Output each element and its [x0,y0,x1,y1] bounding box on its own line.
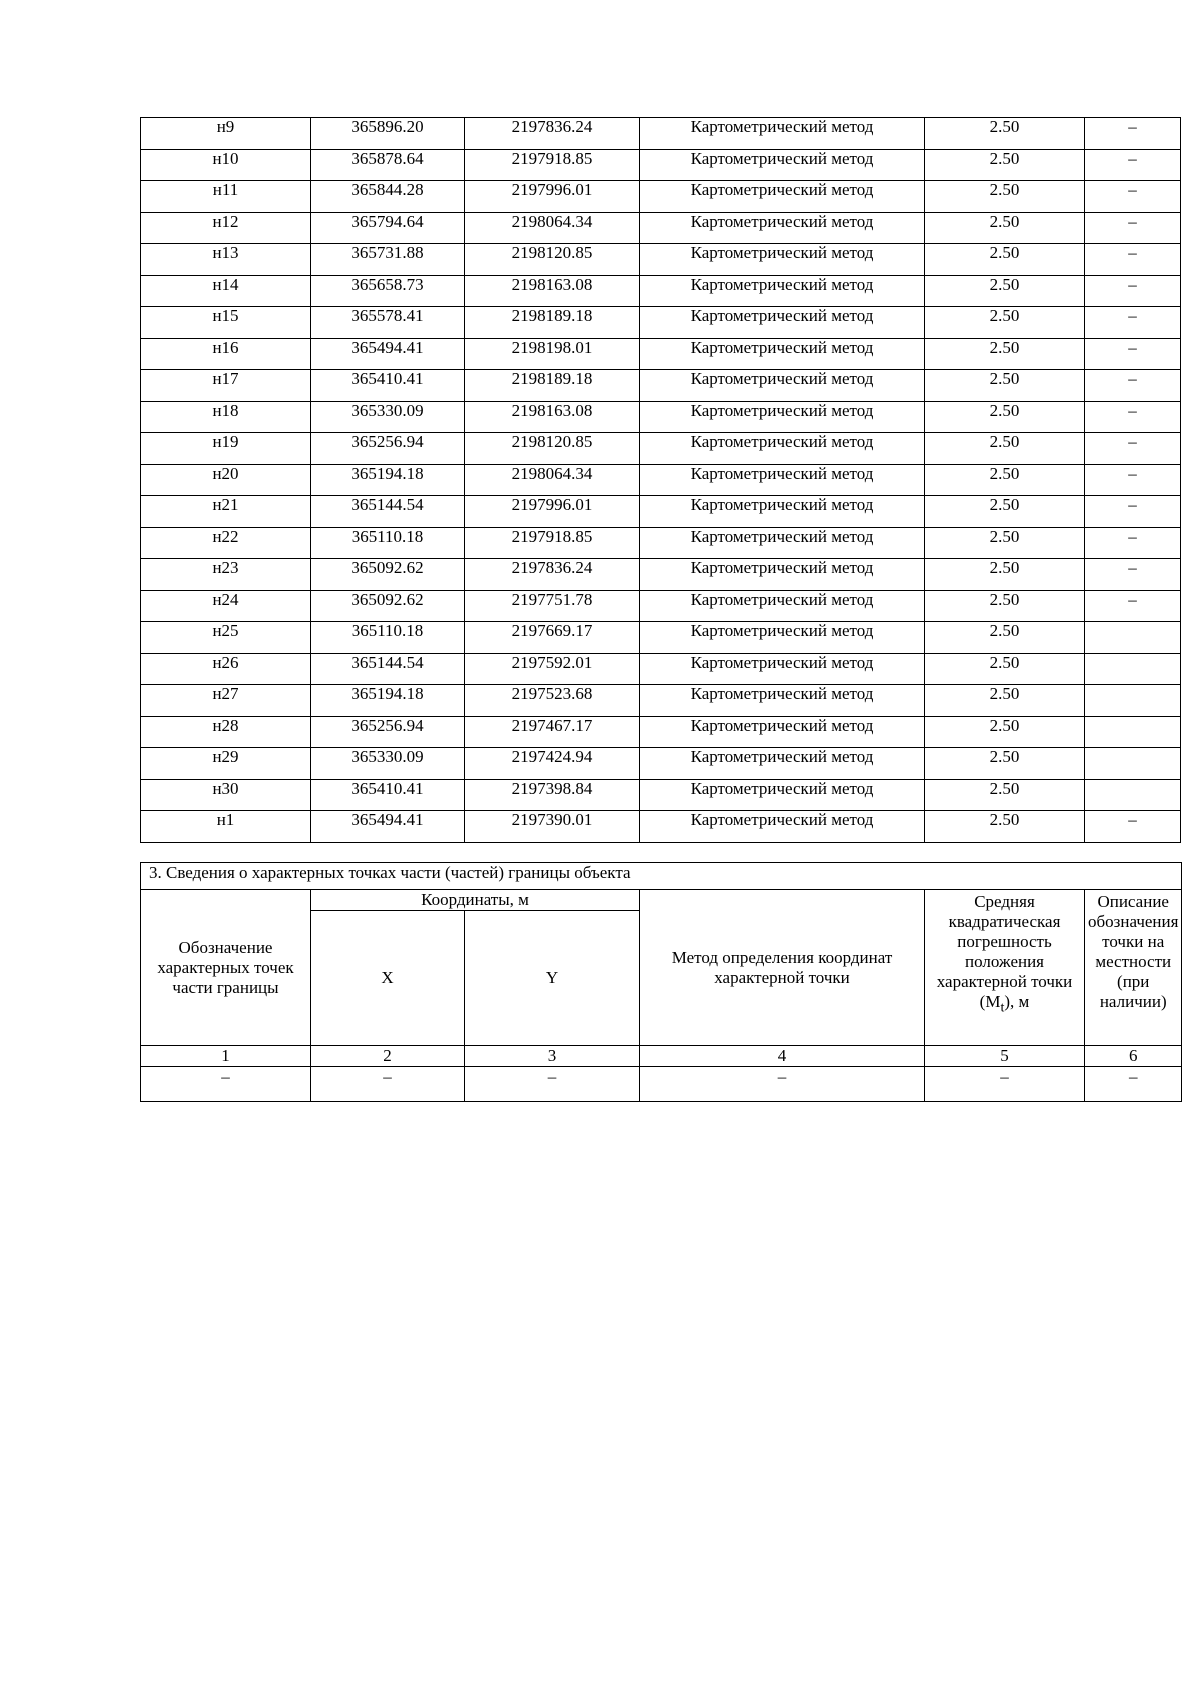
y-coordinate-cell: 2197467.17 [465,716,640,748]
method-cell: Картометрический метод [640,212,925,244]
table-row [141,685,1181,717]
empty-cell: – [925,1067,1085,1102]
error-cell: 2.50 [925,401,1085,433]
table-row [141,401,1181,433]
method-cell: Картометрический метод [640,307,925,339]
description-cell [1085,716,1181,748]
method-cell: Картометрический метод [640,748,925,780]
error-cell: 2.50 [925,149,1085,181]
y-coordinate-cell: 2197751.78 [465,590,640,622]
y-coordinate-cell: 2197523.68 [465,685,640,717]
point-name-cell: н23 [141,559,311,591]
method-cell: Картометрический метод [640,433,925,465]
description-cell [1085,779,1181,811]
table-row [141,275,1181,307]
error-cell: 2.50 [925,527,1085,559]
point-name-cell: н14 [141,275,311,307]
x-coordinate-cell: 365410.41 [311,779,465,811]
point-name-cell: н17 [141,370,311,402]
table-row [141,464,1181,496]
empty-cell: – [141,1067,311,1102]
column-number: 5 [925,1046,1085,1067]
method-cell: Картометрический метод [640,559,925,591]
x-coordinate-cell: 365896.20 [311,118,465,150]
y-coordinate-cell: 2198163.08 [465,401,640,433]
error-cell: 2.50 [925,496,1085,528]
y-coordinate-cell: 2198064.34 [465,464,640,496]
method-cell: Картометрический метод [640,527,925,559]
x-coordinate-cell: 365144.54 [311,496,465,528]
y-coordinate-cell: 2198064.34 [465,212,640,244]
description-cell: – [1085,590,1181,622]
y-coordinate-cell: 2198189.18 [465,370,640,402]
error-cell: 2.50 [925,338,1085,370]
table-row [141,307,1181,339]
x-coordinate-cell: 365330.09 [311,401,465,433]
table-row [141,370,1181,402]
point-name-cell: н15 [141,307,311,339]
column-number: 4 [640,1046,925,1067]
table-row [141,622,1181,654]
y-coordinate-cell: 2198120.85 [465,433,640,465]
header-coordinates: Координаты, м [311,890,640,911]
table-row [141,149,1181,181]
y-coordinate-cell: 2197836.24 [465,559,640,591]
description-cell [1085,748,1181,780]
error-cell: 2.50 [925,622,1085,654]
table-row [141,590,1181,622]
empty-cell: – [1085,1067,1182,1102]
point-name-cell: н11 [141,181,311,213]
table-row [141,496,1181,528]
table-row [141,181,1181,213]
table-row [141,748,1181,780]
description-cell: – [1085,496,1181,528]
error-cell: 2.50 [925,685,1085,717]
description-cell [1085,653,1181,685]
method-cell: Картометрический метод [640,401,925,433]
method-cell: Картометрический метод [640,275,925,307]
method-cell: Картометрический метод [640,779,925,811]
y-coordinate-cell: 2197669.17 [465,622,640,654]
empty-cell: – [640,1067,925,1102]
method-cell: Картометрический метод [640,622,925,654]
table-row [141,118,1181,150]
empty-cell: – [311,1067,465,1102]
description-cell: – [1085,811,1181,843]
x-coordinate-cell: 365110.18 [311,527,465,559]
description-cell: – [1085,527,1181,559]
method-cell: Картометрический метод [640,149,925,181]
method-cell: Картометрический метод [640,370,925,402]
point-name-cell: н20 [141,464,311,496]
method-cell: Картометрический метод [640,716,925,748]
column-number: 1 [141,1046,311,1067]
description-cell: – [1085,370,1181,402]
header-error-tail: ), м [1004,992,1030,1011]
point-name-cell: н24 [141,590,311,622]
point-name-cell: н25 [141,622,311,654]
y-coordinate-cell: 2197918.85 [465,527,640,559]
x-coordinate-cell: 365256.94 [311,433,465,465]
point-name-cell: н26 [141,653,311,685]
x-coordinate-cell: 365658.73 [311,275,465,307]
description-cell: – [1085,307,1181,339]
method-cell: Картометрический метод [640,244,925,276]
x-coordinate-cell: 365494.41 [311,811,465,843]
boundary-points-table [140,117,1181,843]
boundary-points-body [141,118,1181,843]
error-cell: 2.50 [925,464,1085,496]
y-coordinate-cell: 2197390.01 [465,811,640,843]
y-coordinate-cell: 2197996.01 [465,496,640,528]
column-number: 2 [311,1046,465,1067]
y-coordinate-cell: 2198120.85 [465,244,640,276]
table-row [141,338,1181,370]
header-error-subscript: t [1000,999,1005,1016]
table-row [141,811,1181,843]
empty-data-row [141,1067,1182,1102]
x-coordinate-cell: 365194.18 [311,685,465,717]
method-cell: Картометрический метод [640,685,925,717]
point-name-cell: н27 [141,685,311,717]
x-coordinate-cell: 365878.64 [311,149,465,181]
table-row [141,779,1181,811]
error-cell: 2.50 [925,244,1085,276]
point-name-cell: н22 [141,527,311,559]
x-coordinate-cell: 365092.62 [311,559,465,591]
description-cell: – [1085,181,1181,213]
description-cell: – [1085,212,1181,244]
description-cell: – [1085,149,1181,181]
y-coordinate-cell: 2198198.01 [465,338,640,370]
x-coordinate-cell: 365844.28 [311,181,465,213]
point-name-cell: н30 [141,779,311,811]
description-cell: – [1085,275,1181,307]
point-name-cell: н1 [141,811,311,843]
point-name-cell: н10 [141,149,311,181]
column-number-row [141,1046,1182,1067]
y-coordinate-cell: 2197836.24 [465,118,640,150]
method-cell: Картометрический метод [640,496,925,528]
y-coordinate-cell: 2197996.01 [465,181,640,213]
method-cell: Картометрический метод [640,653,925,685]
error-cell: 2.50 [925,181,1085,213]
x-coordinate-cell: 365731.88 [311,244,465,276]
x-coordinate-cell: 365494.41 [311,338,465,370]
header-point-name: Обозначение характерных точек части границы [141,890,311,1046]
description-cell: – [1085,244,1181,276]
point-name-cell: н19 [141,433,311,465]
table-row [141,212,1181,244]
error-cell: 2.50 [925,716,1085,748]
error-cell: 2.50 [925,118,1085,150]
error-cell: 2.50 [925,370,1085,402]
point-name-cell: н9 [141,118,311,150]
empty-cell: – [465,1067,640,1102]
x-coordinate-cell: 365794.64 [311,212,465,244]
x-coordinate-cell: 365256.94 [311,716,465,748]
method-cell: Картометрический метод [640,464,925,496]
method-cell: Картометрический метод [640,338,925,370]
point-name-cell: н21 [141,496,311,528]
description-cell: – [1085,401,1181,433]
error-cell: 2.50 [925,559,1085,591]
section3-table [140,862,1182,1102]
method-cell: Картометрический метод [640,118,925,150]
table-row [141,716,1181,748]
header-error [925,890,1085,1046]
description-cell [1085,685,1181,717]
y-coordinate-cell: 2197918.85 [465,149,640,181]
description-cell: – [1085,338,1181,370]
description-cell [1085,622,1181,654]
error-cell: 2.50 [925,653,1085,685]
x-coordinate-cell: 365092.62 [311,590,465,622]
header-x: X [311,911,465,1046]
table-row [141,244,1181,276]
error-cell: 2.50 [925,748,1085,780]
point-name-cell: н18 [141,401,311,433]
error-cell: 2.50 [925,212,1085,244]
x-coordinate-cell: 365330.09 [311,748,465,780]
column-number: 3 [465,1046,640,1067]
x-coordinate-cell: 365144.54 [311,653,465,685]
error-cell: 2.50 [925,811,1085,843]
method-cell: Картометрический метод [640,181,925,213]
point-name-cell: н12 [141,212,311,244]
table-row [141,559,1181,591]
y-coordinate-cell: 2198189.18 [465,307,640,339]
header-error-text: Средняя квадратическая погрешность положения характерной точки (M [936,892,1073,1011]
error-cell: 2.50 [925,590,1085,622]
table-row [141,433,1181,465]
method-cell: Картометрический метод [640,590,925,622]
point-name-cell: н16 [141,338,311,370]
table-row [141,653,1181,685]
y-coordinate-cell: 2197424.94 [465,748,640,780]
error-cell: 2.50 [925,433,1085,465]
point-name-cell: н13 [141,244,311,276]
description-cell: – [1085,559,1181,591]
description-cell: – [1085,433,1181,465]
column-number: 6 [1085,1046,1182,1067]
x-coordinate-cell: 365410.41 [311,370,465,402]
point-name-cell: н29 [141,748,311,780]
header-method: Метод определения координат характерной точки [640,890,925,1046]
x-coordinate-cell: 365578.41 [311,307,465,339]
x-coordinate-cell: 365110.18 [311,622,465,654]
y-coordinate-cell: 2197592.01 [465,653,640,685]
error-cell: 2.50 [925,779,1085,811]
description-cell: – [1085,118,1181,150]
table-row [141,527,1181,559]
header-y: Y [465,911,640,1046]
x-coordinate-cell: 365194.18 [311,464,465,496]
section3-title: 3. Сведения о характерных точках части (частей) границы объекта [141,863,1182,890]
y-coordinate-cell: 2197398.84 [465,779,640,811]
description-cell: – [1085,464,1181,496]
y-coordinate-cell: 2198163.08 [465,275,640,307]
header-description: Описание обозначения точки на местности (при наличии) [1085,890,1182,1046]
point-name-cell: н28 [141,716,311,748]
method-cell: Картометрический метод [640,811,925,843]
error-cell: 2.50 [925,275,1085,307]
error-cell: 2.50 [925,307,1085,339]
